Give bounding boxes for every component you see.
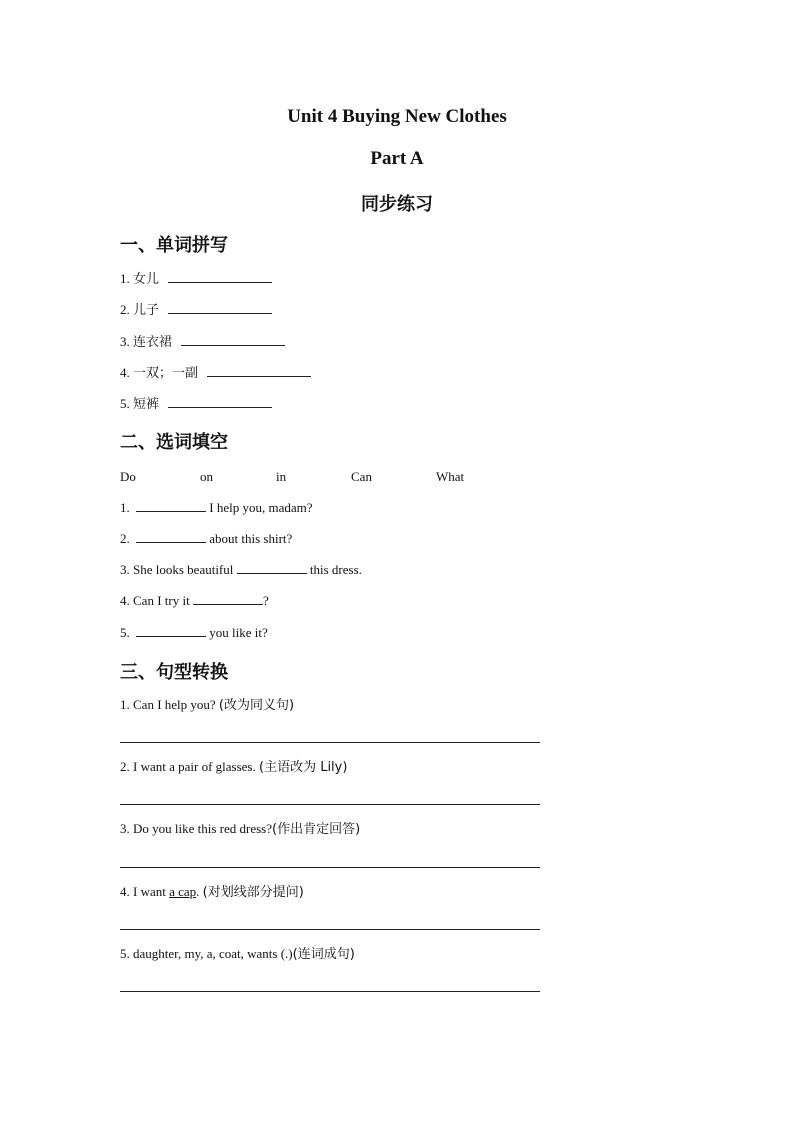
answer-blank[interactable] — [181, 333, 285, 346]
item-text: Can I try it — [133, 593, 193, 608]
item-text: ? — [262, 593, 269, 608]
answer-line[interactable] — [120, 991, 540, 992]
answer-blank[interactable] — [207, 364, 311, 377]
item-text: I want a pair of glasses. — [133, 759, 256, 774]
item-number: 2. — [120, 759, 130, 774]
item-prompt: 短裤 — [133, 397, 160, 412]
item-prompt: 女儿 — [133, 272, 160, 287]
answer-line[interactable] — [120, 804, 540, 805]
fill-item-5 — [120, 624, 268, 641]
answer-blank[interactable] — [136, 624, 206, 637]
spelling-item-1 — [120, 270, 272, 288]
spelling-item-5 — [120, 395, 272, 413]
item-text: you like it? — [206, 625, 268, 640]
item-instruction: (改为同义句) — [218, 698, 295, 713]
item-number: 5. — [120, 946, 130, 961]
answer-line[interactable] — [120, 929, 540, 930]
part-label: Part A — [370, 148, 424, 169]
item-instruction: (作出肯定回答) — [272, 822, 361, 837]
item-instruction: (连词成句) — [292, 947, 355, 962]
item-number: 1. — [120, 271, 130, 286]
worksheet-title: Unit 4 Buying New Clothes — [287, 106, 507, 127]
answer-blank[interactable] — [136, 499, 206, 512]
item-text: Can I help you? — [133, 697, 216, 712]
answer-blank[interactable] — [193, 592, 263, 605]
answer-blank[interactable] — [136, 530, 206, 543]
underlined-phrase: a cap — [169, 884, 197, 899]
fill-item-4 — [120, 592, 269, 609]
section-heading-transform: 三、句型转换 — [120, 662, 228, 683]
word-option: Can — [351, 469, 372, 484]
fill-item-1 — [120, 499, 313, 516]
item-number: 3. — [120, 334, 130, 349]
item-number: 3. — [120, 562, 130, 577]
item-number: 2. — [120, 302, 130, 317]
item-prompt: 儿子 — [133, 303, 160, 318]
item-text: this dress. — [306, 562, 362, 577]
answer-line[interactable] — [120, 867, 540, 868]
item-prompt: 连衣裙 — [133, 335, 173, 350]
transform-item-5 — [120, 946, 355, 963]
item-number: 5. — [120, 625, 130, 640]
item-text: about this shirt? — [206, 531, 293, 546]
item-text: I help you, madam? — [206, 500, 313, 515]
word-option: on — [200, 469, 213, 484]
item-number: 4. — [120, 593, 130, 608]
item-number: 4. — [120, 884, 130, 899]
item-text: Do you like this red dress? — [133, 821, 273, 836]
item-prompt: 一双；一副 — [133, 366, 199, 381]
worksheet-subtitle: 同步练习 — [361, 194, 433, 215]
item-number: 2. — [120, 531, 130, 546]
fill-item-2 — [120, 530, 292, 547]
word-option: in — [276, 469, 287, 484]
item-text: daughter, my, a, coat, wants (.) — [133, 946, 293, 961]
spelling-item-3 — [120, 333, 285, 351]
transform-item-1 — [120, 697, 294, 714]
item-number: 1. — [120, 697, 130, 712]
transform-item-4 — [120, 884, 304, 901]
item-instruction: (主语改为 Lily) — [259, 760, 348, 775]
item-text: I want — [133, 884, 170, 899]
item-instruction: (对划线部分提问) — [202, 885, 304, 900]
item-text: . — [196, 884, 200, 899]
item-text: She looks beautiful — [133, 562, 237, 577]
transform-item-2 — [120, 759, 347, 776]
item-number: 3. — [120, 821, 130, 836]
answer-blank[interactable] — [237, 561, 307, 574]
answer-line[interactable] — [120, 742, 540, 743]
answer-blank[interactable] — [168, 395, 272, 408]
word-option: What — [436, 469, 465, 484]
fill-item-3 — [120, 561, 362, 578]
section-heading-fill-in: 二、选词填空 — [120, 432, 228, 453]
section-heading-spelling: 一、单词拼写 — [120, 235, 228, 256]
item-number: 4. — [120, 365, 130, 380]
item-number: 1. — [120, 500, 130, 515]
answer-blank[interactable] — [168, 270, 272, 283]
item-number: 5. — [120, 396, 130, 411]
answer-blank[interactable] — [168, 301, 272, 314]
word-option: Do — [120, 469, 136, 484]
spelling-item-2 — [120, 301, 272, 319]
spelling-item-4 — [120, 364, 311, 382]
transform-item-3 — [120, 821, 360, 838]
